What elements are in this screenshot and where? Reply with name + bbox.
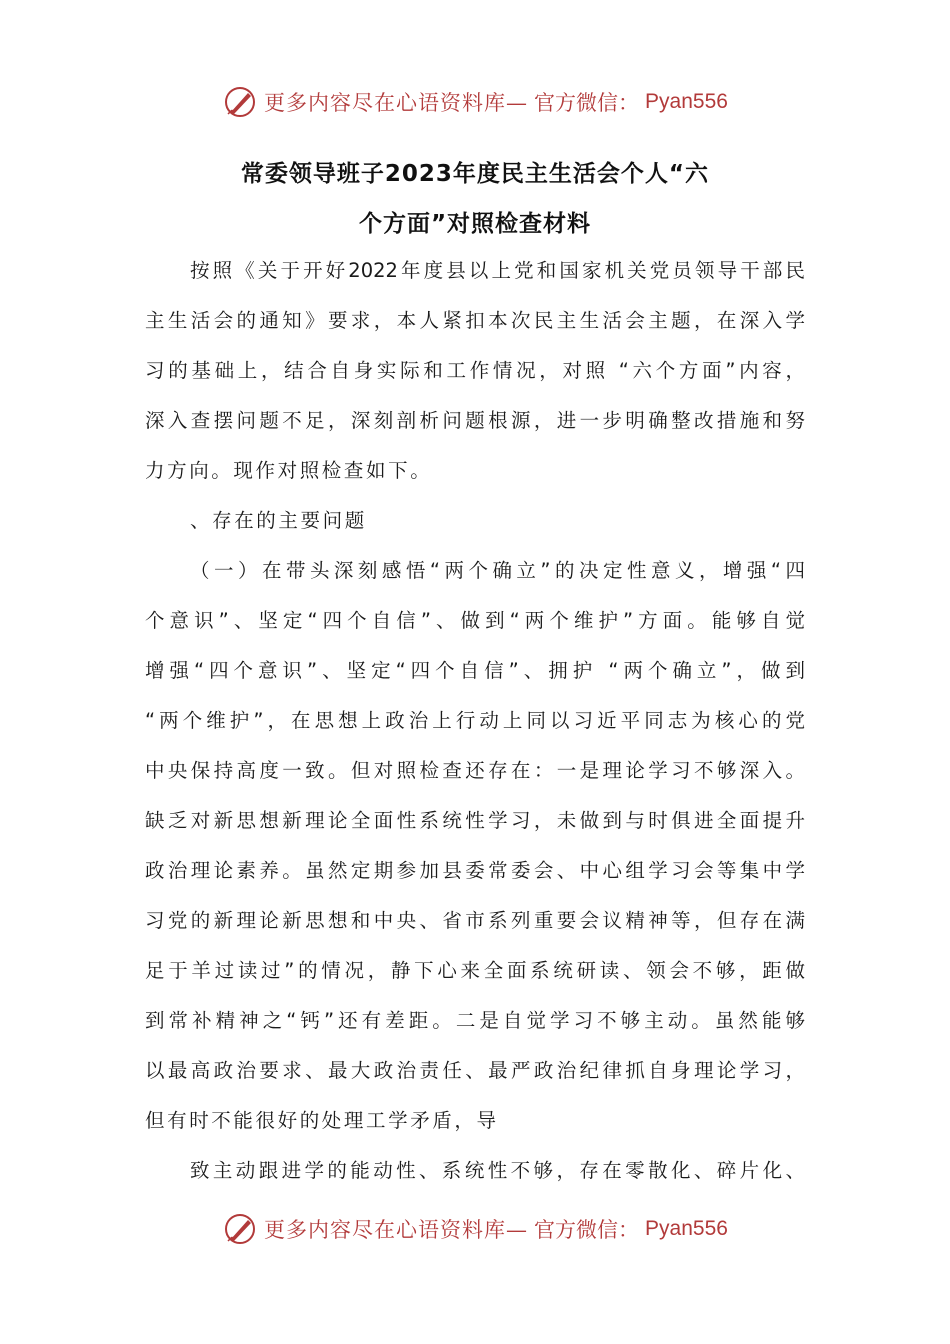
body-line: 致主动跟进学的能动性、系统性不够，存在零散化、碎片化、 <box>190 1159 805 1182</box>
watermark-banner-top <box>0 82 950 122</box>
body-line: 中央保持高度一致。但对照检查还存在：一是理论学习不够深入。 <box>145 759 805 782</box>
body-line: 但有时不能很好的处理工学矛盾，导 <box>145 1109 499 1132</box>
body-line: 以最高政治要求、最大政治责任、最严政治纪律抓自身理论学习， <box>145 1059 805 1082</box>
body-line: 按照《关于开好2022年度县以上党和国家机关党员领导干部民 <box>190 259 805 282</box>
document-title-line-2: 个方面”对照检查材料 <box>358 211 592 237</box>
body-line: “两个维护”，在思想上政治上行动上同以习近平同志为核心的党 <box>145 709 805 732</box>
body-line: 缺乏对新思想新理论全面性系统性学习，未做到与时俱进全面提升 <box>145 809 805 832</box>
watermark-banner-bottom <box>0 1209 950 1249</box>
body-line: 习党的新理论新思想和中央、省市系列重要会议精神等，但存在满 <box>145 909 805 932</box>
body-line: 到常补精神之“钙”还有差距。二是自觉学习不够主动。虽然能够 <box>145 1009 805 1032</box>
body-line: 习的基础上，结合自身实际和工作情况，对照 “六个方面”内容， <box>145 359 805 382</box>
watermark-text: 更多内容尽在心语资料库— <box>264 91 529 115</box>
body-line: （一）在带头深刻感悟“两个确立”的决定性意义，增强“四 <box>190 559 805 582</box>
watermark-wechat-label: 官方微信： <box>534 91 640 115</box>
watermark-wechat-id: Pyan556 <box>645 1217 728 1240</box>
watermark-wechat-id: Pyan556 <box>645 90 728 113</box>
body-line: 增强“四个意识”、坚定“四个自信”、拥护 “两个确立”，做到 <box>145 659 805 682</box>
body-line: 力方向。现作对照检查如下。 <box>145 459 433 482</box>
quill-logo-icon <box>222 1211 258 1247</box>
quill-logo-icon <box>222 84 258 120</box>
section-heading: 、存在的主要问题 <box>190 509 367 532</box>
watermark-text: 更多内容尽在心语资料库— <box>264 1218 529 1242</box>
body-line: 政治理论素养。虽然定期参加县委常委会、中心组学习会等集中学 <box>145 859 805 882</box>
body-line: 深入查摆问题不足，深刻剖析问题根源，进一步明确整改措施和努 <box>145 409 805 432</box>
body-line: 个意识”、坚定“四个自信”、做到“两个维护”方面。能够自觉 <box>145 609 805 632</box>
body-line: 足于羊过读过”的情况，静下心来全面系统研读、领会不够，距做 <box>145 959 805 982</box>
watermark-wechat-label: 官方微信： <box>534 1218 640 1242</box>
document-title-line-1: 常委领导班子2023年度民主生活会个人“六 <box>240 161 710 187</box>
body-line: 主生活会的通知》要求，本人紧扣本次民主生活会主题，在深入学 <box>145 309 805 332</box>
